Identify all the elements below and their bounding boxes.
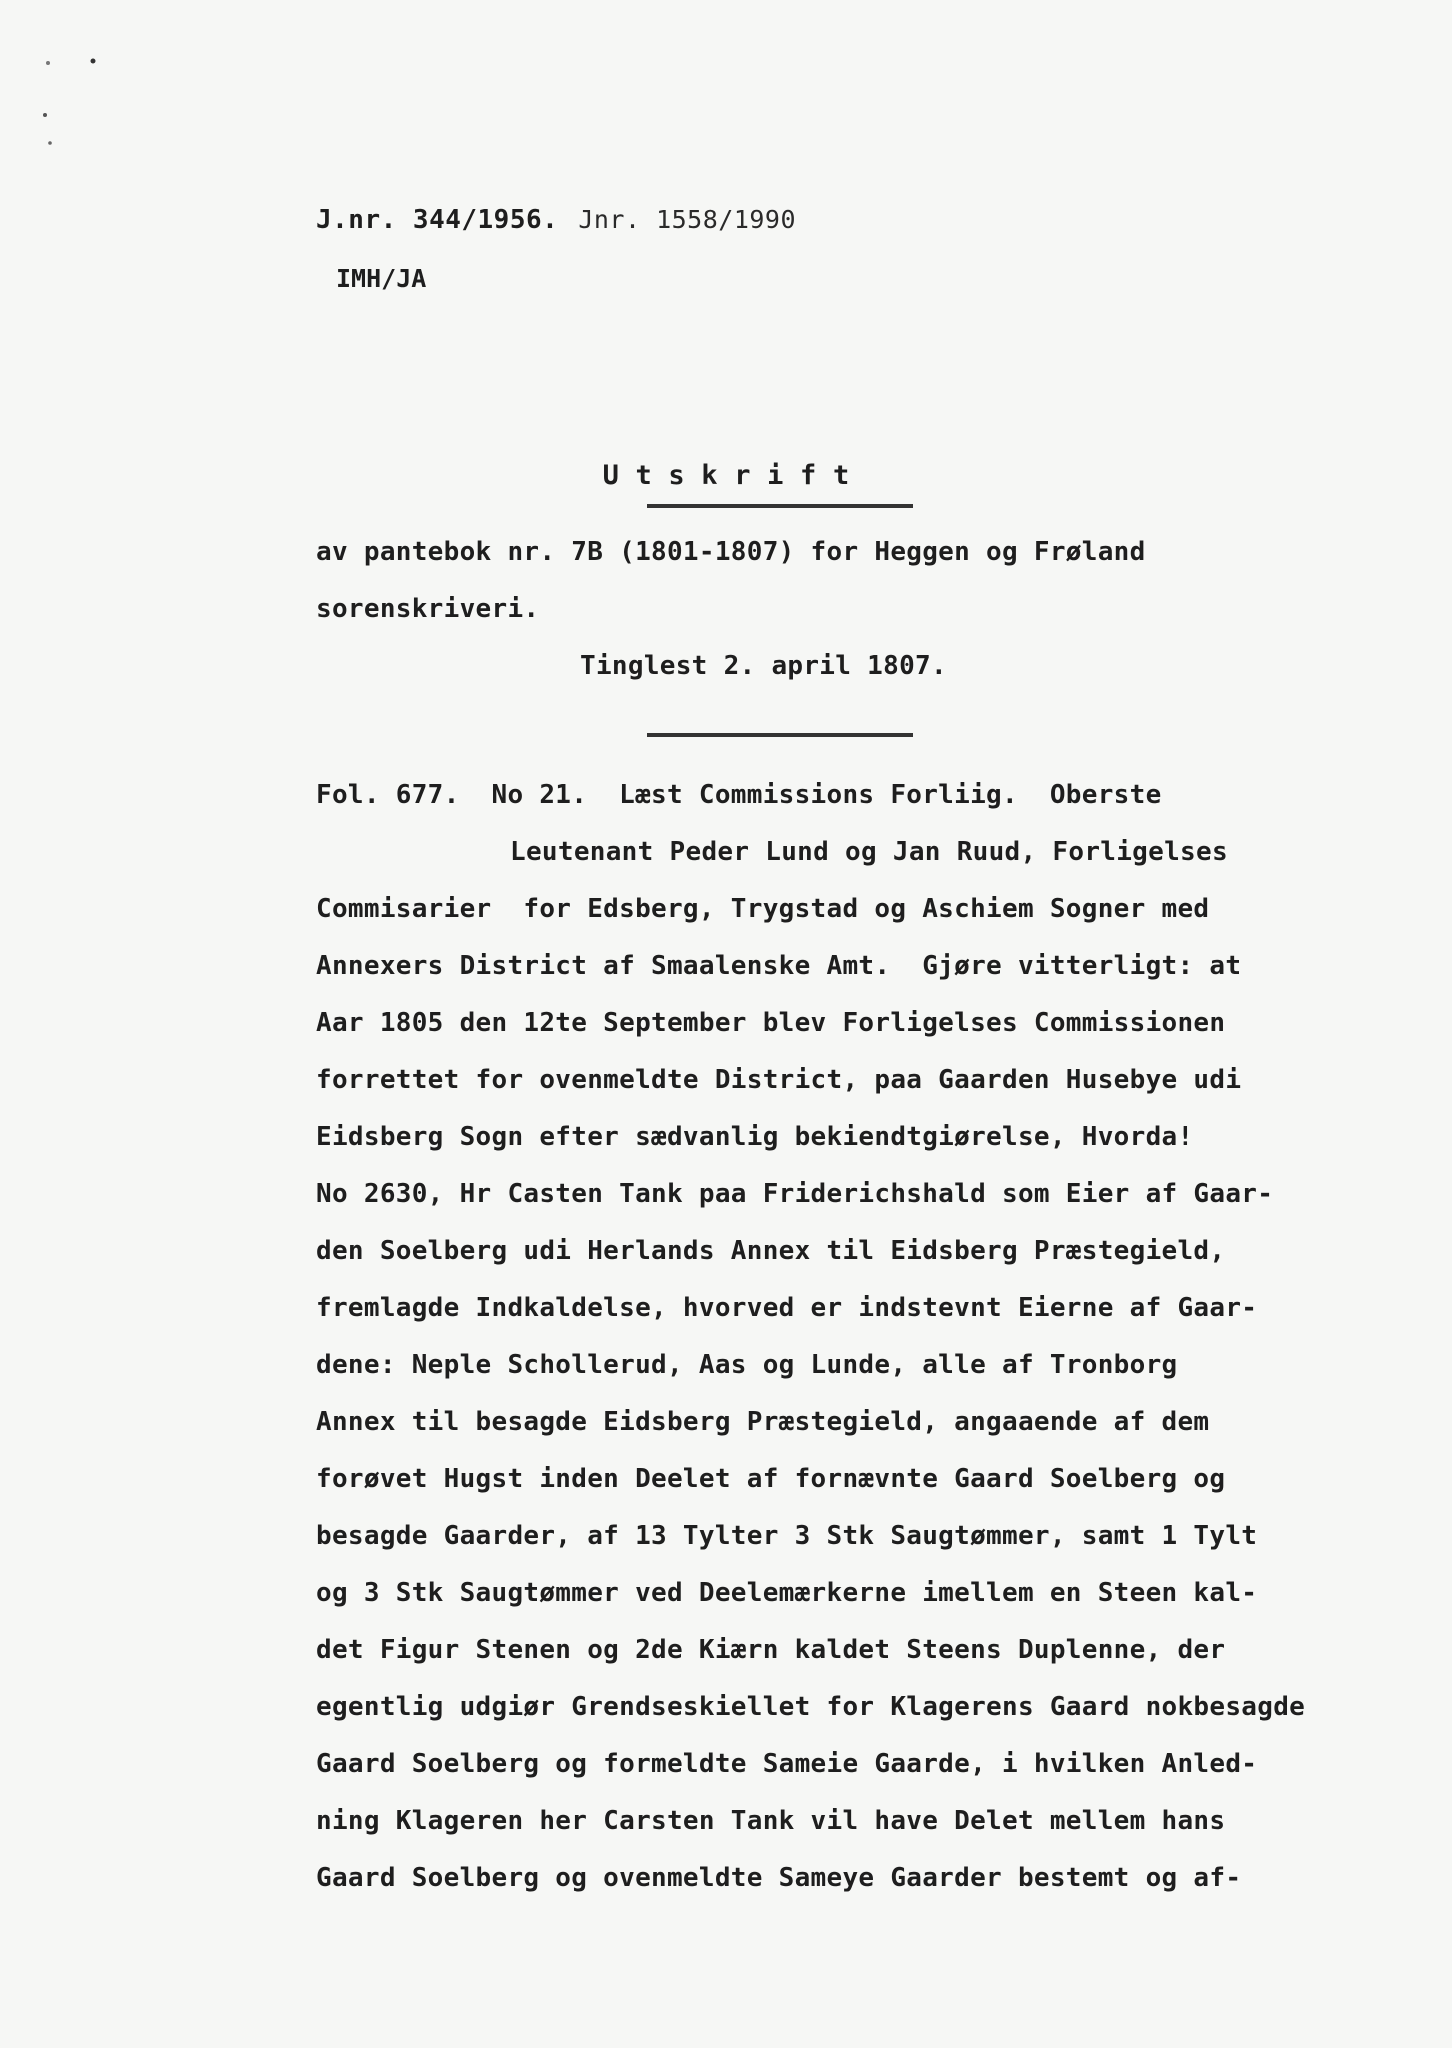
body-line: Eidsberg Sogn efter sædvanlig bekiendtgiørelse, Hvorda! xyxy=(316,1122,1194,1152)
body-line: forrettet for ovenmeldte District, paa Gaarden Husebye udi xyxy=(316,1065,1242,1095)
body-line: Gaard Soelberg og formeldte Sameie Gaarde, i hvilken Anled- xyxy=(316,1749,1258,1779)
body-line: Gaard Soelberg og ovenmeldte Sameye Gaarder bestemt og af- xyxy=(316,1863,1242,1893)
body-line: Leutenant Peder Lund og Jan Ruud, Forligelses xyxy=(510,837,1228,867)
body-line: forøvet Hugst inden Deelet af fornævnte Gaard Soelberg og xyxy=(316,1464,1226,1494)
journal-number-primary: J.nr. 344/1956. xyxy=(316,205,559,235)
author-initials: IMH/JA xyxy=(336,264,427,293)
body-line: besagde Gaarder, af 13 Tylter 3 Stk Saugtømmer, samt 1 Tylt xyxy=(316,1521,1258,1551)
intro-line: av pantebok nr. 7B (1801-1807) for Heggen og Frøland xyxy=(316,537,1146,567)
document-title: U t s k r i f t xyxy=(602,460,850,491)
section-divider xyxy=(647,733,913,737)
journal-reference xyxy=(316,205,796,235)
body-line: Annexers District af Smaalenske Amt. Gjøre vitterligt: at xyxy=(316,951,1242,981)
body-line: ning Klageren her Carsten Tank vil have Delet mellem hans xyxy=(316,1806,1226,1836)
intro-line: sorenskriveri. xyxy=(316,594,540,624)
body-line: og 3 Stk Saugtømmer ved Deelemærkerne imellem en Steen kal- xyxy=(316,1578,1258,1608)
body-line: den Soelberg udi Herlands Annex til Eidsberg Præstegield, xyxy=(316,1236,1226,1266)
body-line: fremlagde Indkaldelse, hvorved er indstevnt Eierne af Gaar- xyxy=(316,1293,1258,1323)
registration-date: Tinglest 2. april 1807. xyxy=(580,651,947,681)
body-line: Fol. 677. No 21. Læst Commissions Forliig. Oberste xyxy=(316,780,1162,810)
body-line: Commisarier for Edsberg, Trygstad og Aschiem Sogner med xyxy=(316,894,1210,924)
body-line: No 2630, Hr Casten Tank paa Friderichshald som Eier af Gaar- xyxy=(316,1179,1274,1209)
scan-specks xyxy=(40,55,100,165)
title-underline xyxy=(647,504,913,508)
body-line: dene: Neple Schollerud, Aas og Lunde, alle af Tronborg xyxy=(316,1350,1178,1380)
body-line: Annex til besagde Eidsberg Præstegield, angaaende af dem xyxy=(316,1407,1210,1437)
journal-number-secondary: Jnr. 1558/1990 xyxy=(578,205,797,234)
body-line: Aar 1805 den 12te September blev Forligelses Commissionen xyxy=(316,1008,1226,1038)
body-line: egentlig udgiør Grendseskiellet for Klagerens Gaard nokbesagde xyxy=(316,1692,1306,1722)
body-line: det Figur Stenen og 2de Kiærn kaldet Steens Duplenne, der xyxy=(316,1635,1226,1665)
